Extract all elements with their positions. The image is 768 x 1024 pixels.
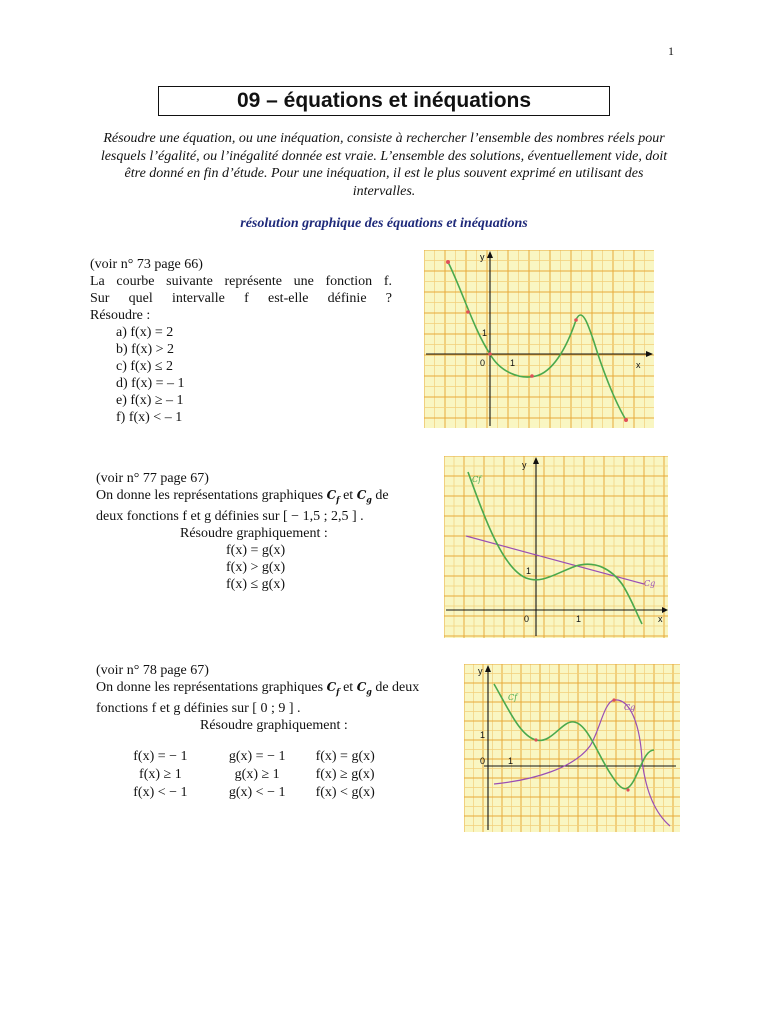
- unit-x-label: 1: [508, 756, 514, 766]
- table-row: f(x) ≥ 1 g(x) ≥ 1 f(x) ≥ g(x): [139, 767, 375, 782]
- unit-y-label: 1: [480, 730, 486, 740]
- exercise-text-line: fonctions f et g définies sur [ 0 ; 9 ] .: [96, 701, 301, 717]
- unit-y-label: 1: [526, 566, 532, 576]
- section-title: résolution graphique des équations et inéquations: [240, 216, 528, 231]
- list-item: b) f(x) > 2: [116, 342, 175, 357]
- graph-exercise-77: [444, 456, 668, 638]
- exercise-text-line: La courbe suivante représente une fonction f.: [90, 274, 392, 289]
- x-axis-label: x: [658, 614, 663, 624]
- equation-table: [112, 748, 422, 802]
- exercise-ref: (voir n° 73 page 66): [90, 257, 203, 272]
- unit-x-label: 1: [510, 358, 516, 368]
- graph-exercise-73: [424, 250, 654, 428]
- exercise-text-line: deux fonctions f et g définies sur [ − 1,5 ; 2,5 ] .: [96, 509, 364, 525]
- unit-x-label: 1: [576, 614, 582, 624]
- cg-symbol: $C_g$: [356, 488, 372, 505]
- y-axis-label: y: [478, 666, 483, 676]
- exercise-ref: (voir n° 77 page 67): [96, 471, 209, 486]
- exercise-instruction: Résoudre :: [90, 308, 151, 323]
- table-row: f(x) < − 1 g(x) < − 1 f(x) < g(x): [133, 785, 375, 800]
- table-row: f(x) = − 1 g(x) = − 1 f(x) = g(x): [133, 749, 375, 764]
- exercise-77: [96, 470, 432, 593]
- list-item: f(x) = g(x): [226, 543, 286, 559]
- cf-label: Cf: [508, 693, 518, 702]
- cg-label: Cg: [624, 703, 636, 712]
- exercise-instruction: Résoudre graphiquement :: [200, 718, 348, 734]
- list-item: f(x) > g(x): [226, 560, 286, 576]
- list-item: a) f(x) = 2: [116, 325, 174, 340]
- unit-y-label: 1: [482, 328, 488, 338]
- page-number: 1: [668, 44, 674, 58]
- list-item: c) f(x) ≤ 2: [116, 359, 174, 374]
- list-item: e) f(x) ≥ – 1: [116, 393, 184, 408]
- exercise-ref: (voir n° 78 page 67): [96, 663, 209, 678]
- cf-label: Cf: [472, 475, 482, 484]
- exercise-73: [90, 256, 392, 426]
- exercise-question: Sur quel intervalle f est-elle définie ?: [90, 291, 392, 306]
- cf-symbol: $C_f$: [326, 488, 340, 505]
- origin-label: 0: [480, 358, 486, 368]
- cg-symbol: $C_g$: [356, 680, 372, 697]
- origin-label: 0: [480, 756, 486, 766]
- exercise-text-line: On donne les représentations graphiques $C_f$ et $C_g$ de: [96, 488, 389, 505]
- page-title: 09 – équations et inéquations: [158, 86, 610, 116]
- cg-label: Cg: [644, 579, 656, 588]
- y-axis-label: y: [480, 252, 485, 262]
- origin-label: 0: [524, 614, 530, 624]
- intro-paragraph: Résoudre une équation, ou une inéquation, consiste à rechercher l’ensemble des nombres réels pour lesquels l’égalité, ou l’inégalité donnée est vraie. L’ensemble des solutions, éventuellement vide, doit être donné en fin d’étude. Pour une inéquation, il est le plus souvent exprimé en utilisant des intervalles.: [100, 131, 668, 199]
- y-axis-label: y: [522, 460, 527, 470]
- graph-exercise-78: [464, 664, 680, 832]
- exercise-78: [96, 662, 454, 734]
- exercise-instruction: Résoudre graphiquement :: [180, 526, 328, 542]
- equation-list: [90, 324, 392, 426]
- list-item: f) f(x) < – 1: [116, 410, 183, 425]
- x-axis-label: x: [636, 360, 641, 370]
- cf-symbol: $C_f$: [326, 680, 340, 697]
- exercise-text-line: On donne les représentations graphiques $C_f$ et $C_g$ de deux: [96, 680, 420, 697]
- inequation-list: [96, 542, 432, 593]
- list-item: d) f(x) = – 1: [116, 376, 185, 391]
- list-item: f(x) ≤ g(x): [226, 577, 285, 593]
